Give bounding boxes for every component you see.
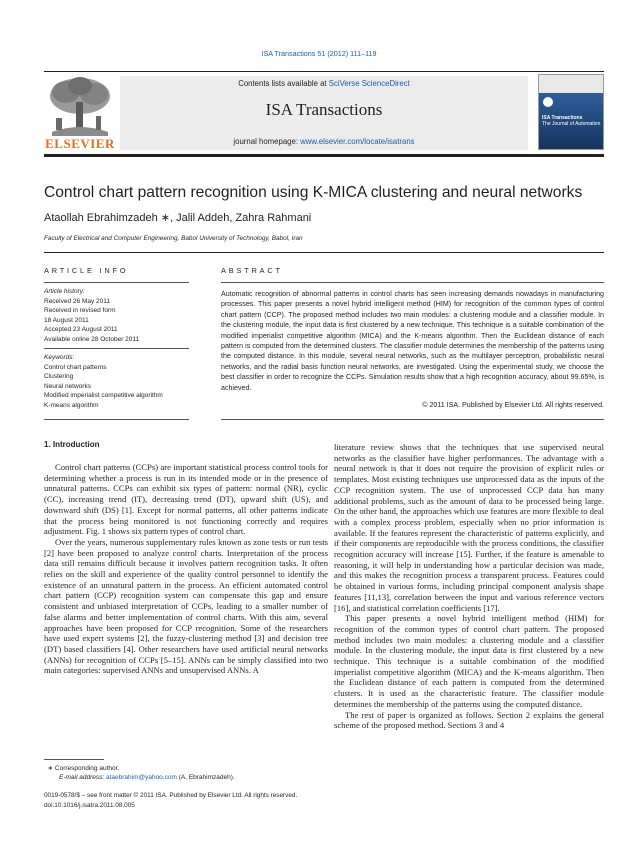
footnote-label: Corresponding author. — [54, 765, 120, 772]
keyword-item: Modified imperialist competitive algorithm — [44, 392, 163, 400]
history-item: Received 26 May 2011 — [44, 297, 111, 305]
cover-top-band — [539, 75, 603, 93]
history-heading: Article history: — [44, 288, 85, 295]
body-paragraph: Over the years, numerous supplementary rules known as zone tests or run tests [2] have been proposed to analyze control charts. Interpretation of the process data still remains difficult because it involves pattern recognition tasks. It often relies on the skill and experience of the quality control personnel to identify the existence of an unnatural pattern in the process. An efficient automated control chart pattern (CCP) recognition system can compensate this gap and ensure consistent and unbiased interpretation of CCPs, leading to a smaller number of false alarms and better implementation of control charts. With this aim, several approaches have been proposed for CCP recognition. Some of the researchers have used expert systems [2], the fuzzy-clustering method [3] and decision tree (DT) based classifiers [4]. Other researchers have used artificial neural networks (ANNs) for recognition of CCPs [5–15]. ANNs can be simply classified into two main categories: supervised ANNs and unsupervised ANNs. A — [44, 536, 328, 676]
history-item: Available online 28 October 2011 — [44, 335, 140, 343]
journal-reference[interactable]: ISA Transactions 51 (2012) 111–119 — [261, 49, 377, 58]
info-bottom-rule — [44, 419, 189, 420]
cover-subtitle: The Journal of Automation — [542, 121, 601, 127]
homepage-link[interactable]: www.elsevier.com/locate/isatrans — [300, 137, 415, 146]
abstract-bottom-rule — [221, 419, 604, 420]
tree-logo-icon — [44, 74, 116, 136]
contents-prefix: Contents lists available at — [238, 79, 329, 88]
issn-line: 0019-0578/$ – see front matter © 2011 ISA. Published by Elsevier Ltd. All rights reserved. — [44, 792, 298, 799]
body-right-column — [334, 442, 604, 731]
header-bottom-rule — [44, 154, 604, 157]
body-paragraph: The rest of paper is organized as follows. Section 2 explains the general scheme of the proposed method. Sections 3 and 4 — [334, 709, 604, 731]
keywords-heading: Keywords: — [44, 354, 75, 361]
keyword-item: Clustering — [44, 373, 74, 381]
keyword-item: Control chart patterns — [44, 363, 107, 371]
footnote-marker: ∗ — [47, 765, 54, 772]
sciencedirect-link[interactable]: SciVerse ScienceDirect — [328, 79, 410, 88]
article-authors: Ataollah Ebrahimzadeh ∗, Jalil Addeh, Zahra Rahmani — [44, 212, 312, 224]
cover-text — [542, 115, 600, 127]
abstract-top-rule — [221, 282, 604, 283]
abstract-heading: ABSTRACT — [221, 266, 283, 275]
footnote-line — [44, 764, 328, 773]
author-affiliation: Faculty of Electrical and Computer Engineering, Babol University of Technology, Babol, Iran — [44, 235, 303, 242]
keyword-item: K-means algorithm — [44, 401, 99, 409]
history-item: Received in revised form — [44, 307, 116, 315]
doi-link[interactable]: doi:10.1016/j.isatra.2011.08.005 — [44, 802, 135, 809]
email-owner: (A. Ebrahimzadeh). — [178, 774, 235, 782]
history-item: Accepted 23 August 2011 — [44, 326, 118, 334]
footnote-email-line — [44, 773, 328, 782]
introduction-heading: 1. Introduction — [44, 440, 100, 449]
journal-cover-thumbnail — [538, 74, 604, 150]
abstract-copyright: © 2011 ISA. Published by Elsevier Ltd. All rights reserved. — [422, 401, 604, 409]
email-label: E-mail address: — [59, 774, 105, 782]
body-paragraph: literature review shows that the techniques that use supervised neural networks as the classifier have higher performances. The advantage with a neural network is that it does not require the provision of explicit rules or templates. Most existing techniques use unprocessed data as the inputs of the CCP recognition system. The use of unprocessed CCP data has many additional problems, such as the amount of data to be processed being large. On the other hand, the approaches which use features are more flexible to deal with a complex process problem, especially when no prior information is available. If the features represent the characteristic of patterns explicitly, and if their components are reproducible with the process conditions, the classifier recognition accuracy will increase [15]. Further, if the feature is amenable to reasoning, it will help in understanding how a particular decision was made, and this makes the recognition process a transparent process. Features could be obtained in various forms, including principal component analysis shape features [11,13], correlation between the input and various reference vectors [16], and statistical correlation coefficients [17]. — [334, 442, 604, 613]
keywords-rule — [44, 348, 189, 349]
article-info-heading: ARTICLE INFO — [44, 266, 129, 275]
journal-title: ISA Transactions — [265, 100, 383, 119]
homepage-line — [120, 137, 528, 146]
cover-logo-icon — [543, 97, 553, 107]
body-paragraph: Control chart patterns (CCPs) are important statistical process control tools for determining whether a process is run in its intended mode or in the presence of unnatural patterns. CCPs can exhibit six types of pattern: normal (NR), cyclic (CC), increasing trend (IT), decreasing trend (DT), upward shift (US), and downward shift (DS) [1]. Except for normal patterns, all other patterns indicate that the process being monitored is not functioning correctly and requires adjustment. Fig. 1 shows six pattern types of control chart. — [44, 462, 328, 537]
history-item: 18 August 2011 — [44, 316, 89, 324]
header-top-rule — [44, 71, 604, 72]
body-paragraph: This paper presents a novel hybrid intelligent method (HIM) for recognition of the common types of control chart pattern. The proposed method includes two main modules: a clustering module and a classifier module. In the clustering module, the input data is first clustered by a new technique. This technique is a suitable combination of the modified imperialist competitive algorithm (MICA) and the K-means algorithm. Then the Euclidean distance of each pattern is computed from the determined clusters. It is used as the characteristic feature. The classifier module determines the membership of the patterns using the computed distance. — [334, 613, 604, 709]
article-history-block — [44, 287, 204, 345]
keyword-item: Neural networks — [44, 382, 91, 390]
corresponding-author-footnote — [44, 764, 328, 783]
author-email-link[interactable]: ataebrahim@yahoo.com — [105, 774, 177, 782]
footnote-rule — [44, 759, 104, 760]
homepage-prefix: journal homepage: — [233, 137, 301, 146]
article-info-rule — [44, 282, 189, 283]
title-bottom-rule — [44, 252, 604, 253]
body-left-column — [44, 462, 328, 676]
elsevier-wordmark: ELSEVIER — [45, 136, 115, 151]
abstract-text: Automatic recognition of abnormal patterns in control charts has seen increasing demands nowadays in manufacturing processes. This paper presents a novel hybrid intelligent method (HIM) for recognition of the common types of control chart pattern (CCP). The proposed method includes two main modules: a clustering module and a classifier module. In the clustering module, the input data is first clustered by a new technique. This technique is a suitable combination of the modified imperialist competitive algorithm (MICA) and the K-means algorithm. Then the Euclidean distance of each pattern is computed from the determined clusters. The classifier module determines the membership of the patterns using the computed distance. In this module, several neural networks, such as the multilayer perceptron, probabilistic neural networks, and the radial basis function neural networks, are investigated. Using the experimental study, we choose the best classifier in order to recognize the CCPs. Simulation results show that a high recognition accuracy, about 99.65%, is achieved. — [221, 290, 604, 392]
article-title: Control chart pattern recognition using K-MICA clustering and neural networks — [44, 184, 583, 201]
contents-line — [120, 79, 528, 88]
cover-title: ISA Transactions — [542, 115, 583, 121]
keywords-block — [44, 353, 214, 411]
